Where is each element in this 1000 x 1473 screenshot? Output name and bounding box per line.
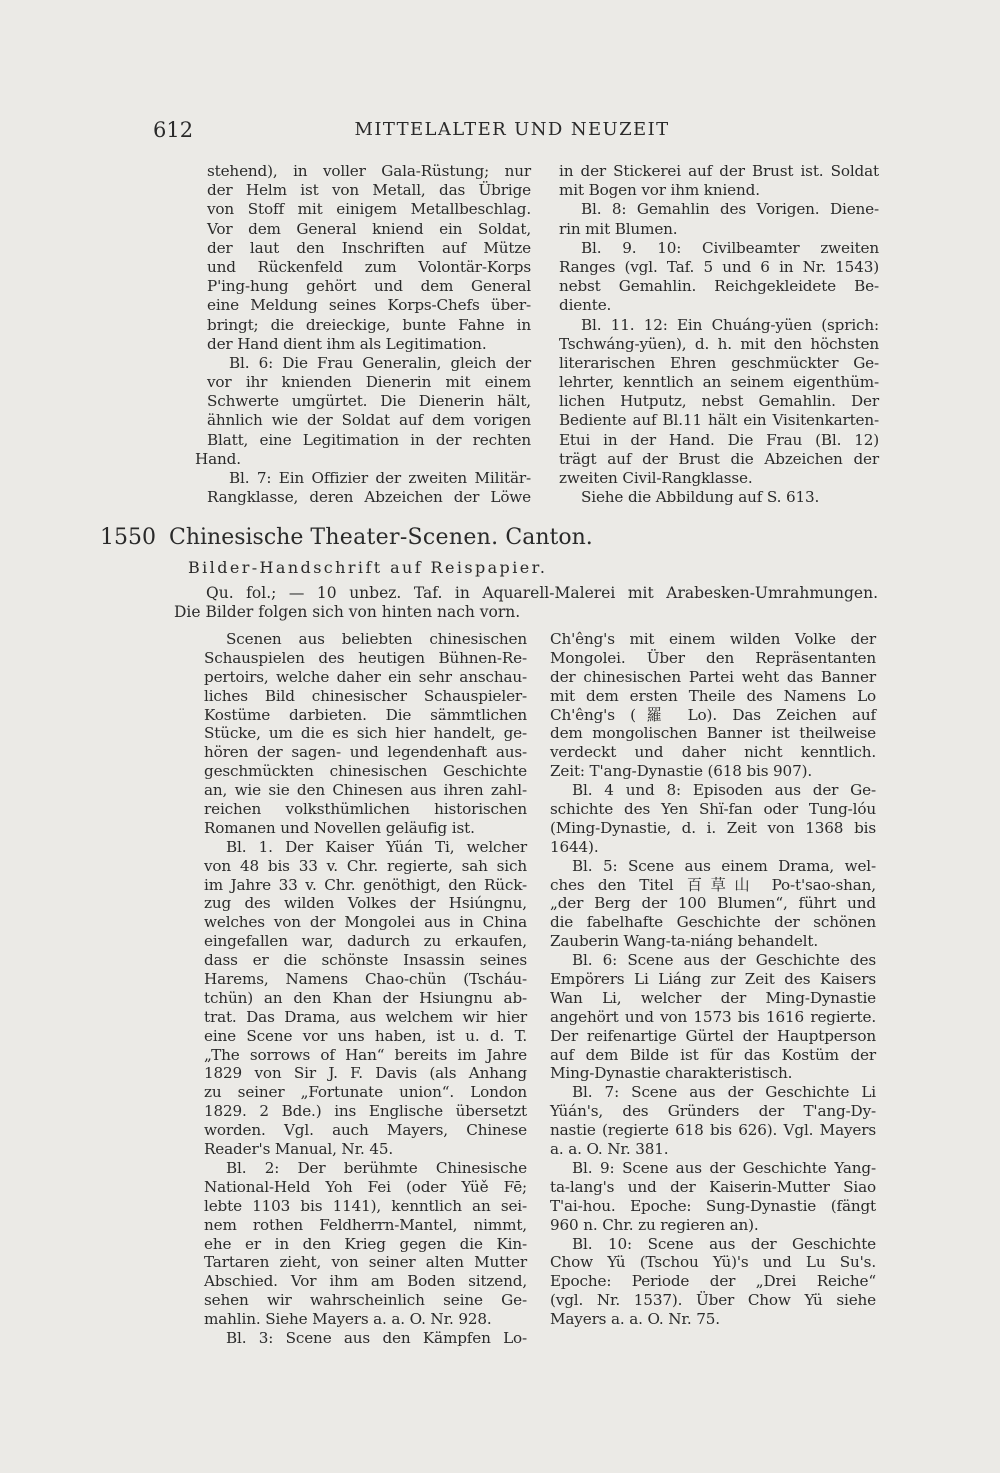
text-line: Ch'êng's (羅 Lo). Das Zeichen auf bbox=[550, 705, 876, 724]
text-line: Bl. 5: Scene aus einem Drama, wel- bbox=[572, 856, 876, 875]
text-line: zweiten Civil-Rangklasse. bbox=[559, 469, 753, 487]
entry-subtitle: Bilder-Handschrift auf Reispapier. bbox=[188, 558, 548, 577]
text-line: Bl. 3: Scene aus den Kämpfen Lo- bbox=[226, 1328, 527, 1347]
text-line: Vor dem General kniend ein Soldat, bbox=[207, 219, 531, 238]
text-line: der Helm ist von Metall, das Übrige bbox=[207, 181, 531, 200]
text-line: dem mongolischen Banner ist theilweise bbox=[550, 724, 876, 743]
text-line: Bl. 6: Scene aus der Geschichte des bbox=[572, 951, 876, 970]
text-line: dass er die schönste Insassin seines bbox=[204, 951, 527, 970]
text-line: Ranges (vgl. Taf. 5 und 6 in Nr. 1543) bbox=[559, 257, 879, 276]
text-line: diente. bbox=[559, 296, 612, 315]
text-line: 1829 von Sir J. F. Davis (als Anhang bbox=[204, 1064, 527, 1083]
text-line: auf dem Bilde ist für das Kostüm der bbox=[550, 1045, 876, 1064]
text-line: Schauspielen des heutigen Bühnen-Re- bbox=[204, 648, 527, 667]
text-line: stehend), in voller Gala-Rüstung; nur bbox=[207, 162, 531, 180]
text-line: an, wie sie den Chinesen aus ihren zahl- bbox=[204, 781, 527, 800]
text-line: nastie (regierte 618 bis 626). Vgl. Mayers bbox=[550, 1121, 876, 1140]
text-line: mit dem ersten Theile des Namens Lo bbox=[550, 686, 876, 705]
text-line: vor ihr knienden Dienerin mit einem bbox=[207, 373, 531, 392]
entry-title-start: Chinesische bbox=[169, 525, 304, 550]
text-line: Rangklasse, deren Abzeichen der Löwe bbox=[207, 488, 531, 507]
text-line: P'ing-hung gehört und dem General bbox=[207, 277, 531, 296]
text-line: Epoche: Periode der „Drei Reiche“ bbox=[550, 1272, 876, 1291]
text-line: nem rothen Feldherrn-Mantel, nimmt, bbox=[204, 1215, 527, 1234]
text-line: hören der sagen- und legendenhaft aus- bbox=[204, 743, 527, 762]
text-line: „der Berg der 100 Blumen“, führt und bbox=[550, 894, 876, 913]
text-line: im Jahre 33 v. Chr. genöthigt, den Rück- bbox=[204, 875, 527, 894]
text-line: tchün) an den Khan der Hsiungnu ab- bbox=[204, 988, 527, 1007]
text-line: bringt; die dreieckige, bunte Fahne in bbox=[207, 315, 531, 334]
text-line: Bl. 11. 12: Ein Chuáng-yüen (sprich: bbox=[581, 315, 879, 334]
text-line: worden. Vgl. auch Mayers, Chinese bbox=[204, 1121, 527, 1140]
entry-description bbox=[174, 584, 878, 622]
text-line: Bl. 7: Ein Offizier der zweiten Militär- bbox=[229, 469, 531, 487]
text-line: Zauberin Wang-ta-niáng behandelt. bbox=[550, 932, 818, 951]
text-line: sehen wir wahrscheinlich seine Ge- bbox=[204, 1291, 527, 1310]
text-line: Ch'êng's mit einem wilden Volke der bbox=[550, 630, 876, 648]
text-line: 960 n. Chr. zu regieren an). bbox=[550, 1215, 759, 1234]
text-line: und Rückenfeld zum Volontär-Korps bbox=[207, 257, 531, 276]
entry-number: 1550 bbox=[100, 525, 156, 550]
text-line: ches den Titel 百草山 Po-t'sao-shan, bbox=[550, 875, 876, 894]
text-line: literarischen Ehren geschmückter Ge- bbox=[559, 353, 879, 372]
text-line: lehrter, kenntlich an seinem eigenthüm- bbox=[559, 373, 879, 392]
text-line: Schwerte umgürtet. Die Dienerin hält, bbox=[207, 392, 531, 411]
text-line: Zeit: T'ang-Dynastie (618 bis 907). bbox=[550, 762, 813, 781]
entry-place: Canton. bbox=[505, 525, 593, 550]
text-line: eingefallen war, dadurch zu erkaufen, bbox=[204, 932, 527, 951]
text-line: ähnlich wie der Soldat auf dem vorigen bbox=[207, 411, 531, 430]
text-line: welches von der Mongolei aus in China bbox=[204, 913, 527, 932]
bottom-right-column bbox=[550, 630, 876, 1329]
running-title: MITTELALTER UND NEUZEIT bbox=[354, 119, 670, 140]
text-line: Bl. 6: Die Frau Generalin, gleich der bbox=[229, 353, 531, 372]
text-line: Kostüme darbieten. Die sämmtlichen bbox=[204, 705, 527, 724]
description-line: Qu. fol.; — 10 unbez. Taf. in Aquarell-Malerei mit Arabesken-Umrahmungen. bbox=[206, 584, 878, 602]
text-line: lichen Hutputz, nebst Gemahlin. Der bbox=[559, 392, 879, 411]
text-line: eine Meldung seines Korps-Chefs über- bbox=[207, 296, 531, 315]
text-line: ehe er in den Krieg gegen die Kin- bbox=[204, 1234, 527, 1253]
description-line: Die Bilder folgen sich von hinten nach vorn. bbox=[174, 603, 521, 621]
text-line: Abschied. Vor ihm am Boden sitzend, bbox=[204, 1272, 527, 1291]
text-line: lebte 1103 bis 1141), kenntlich an sei- bbox=[204, 1196, 527, 1215]
text-line: Tschwáng-yüen), d. h. mit den höchsten bbox=[559, 334, 879, 353]
text-line: eine Scene vor uns haben, ist u. d. T. bbox=[204, 1026, 527, 1045]
text-line: Bl. 8: Gemahlin des Vorigen. Diene- bbox=[581, 200, 879, 219]
text-line: Reader's Manual, Nr. 45. bbox=[204, 1140, 394, 1159]
text-line: verdeckt und daher nicht kenntlich. bbox=[550, 743, 876, 762]
text-line: rin mit Blumen. bbox=[559, 219, 678, 238]
text-line: Bl. 10: Scene aus der Geschichte bbox=[572, 1234, 876, 1253]
text-line: Chow Yü (Tschou Yü)'s und Lu Su's. bbox=[550, 1253, 876, 1272]
text-line: Blatt, eine Legitimation in der rechten bbox=[207, 430, 531, 449]
text-line: Bediente auf Bl.11 hält ein Visitenkarten- bbox=[559, 411, 879, 430]
text-line: Bl. 7: Scene aus der Geschichte Li bbox=[572, 1083, 876, 1102]
text-line: Wan Li, welcher der Ming-Dynastie bbox=[550, 988, 876, 1007]
text-line: schichte des Yen Shï-fan oder Tung-lóu bbox=[550, 800, 876, 819]
text-line: Scenen aus beliebten chinesischen bbox=[226, 630, 527, 648]
text-line: Bl. 1. Der Kaiser Yüán Ti, welcher bbox=[226, 837, 527, 856]
text-line: Empörers Li Liáng zur Zeit des Kaisers bbox=[550, 970, 876, 989]
text-line: Harems, Namens Chao-chün (Tscháu- bbox=[204, 970, 527, 989]
text-line: von 48 bis 33 v. Chr. regierte, sah sich bbox=[204, 856, 527, 875]
text-line: Mayers a. a. O. Nr. 75. bbox=[550, 1310, 720, 1329]
text-line: Hand. bbox=[195, 449, 241, 468]
entry-heading bbox=[100, 525, 593, 550]
text-line: ta-lang's und der Kaiserin-Mutter Siao bbox=[550, 1177, 876, 1196]
text-line: zug des wilden Volkes der Hsiúngnu, bbox=[204, 894, 527, 913]
top-right-column bbox=[559, 162, 879, 507]
entry-title-bold: Theater-Scenen. bbox=[310, 525, 499, 550]
text-line: liches Bild chinesischer Schauspieler- bbox=[204, 686, 527, 705]
text-line: (Ming-Dynastie, d. i. Zeit von 1368 bis bbox=[550, 818, 876, 837]
bottom-left-column bbox=[204, 630, 527, 1348]
text-line: nebst Gemahlin. Reichgekleidete Be- bbox=[559, 277, 879, 296]
text-line: „The sorrows of Han“ bereits im Jahre bbox=[204, 1045, 527, 1064]
text-line: der Hand dient ihm als Legitimation. bbox=[207, 334, 487, 353]
text-line: Yüán's, des Gründers der T'ang-Dy- bbox=[550, 1102, 876, 1121]
text-line: Stücke, um die es sich hier handelt, ge- bbox=[204, 724, 527, 743]
text-line: in der Stickerei auf der Brust ist. Soldat bbox=[559, 162, 879, 180]
text-line: die fabelhafte Geschichte der schönen bbox=[550, 913, 876, 932]
text-line: Tartaren zieht, von seiner alten Mutter bbox=[204, 1253, 527, 1272]
text-line: Etui in der Hand. Die Frau (Bl. 12) bbox=[559, 430, 879, 449]
text-line: angehört und von 1573 bis 1616 regierte. bbox=[550, 1007, 876, 1026]
text-line: Der reifenartige Gürtel der Hauptperson bbox=[550, 1026, 876, 1045]
text-line: von Stoff mit einigem Metallbeschlag. bbox=[207, 200, 531, 219]
text-line: geschmückten chinesischen Geschichte bbox=[204, 762, 527, 781]
text-line: der laut den Inschriften auf Mütze bbox=[207, 238, 531, 257]
text-line: 1829. 2 Bde.) ins Englische übersetzt bbox=[204, 1102, 527, 1121]
text-line: der chinesischen Partei weht das Banner bbox=[550, 667, 876, 686]
text-line: 1644). bbox=[550, 837, 599, 856]
text-line: a. a. O. Nr. 381. bbox=[550, 1140, 669, 1159]
text-line: trägt auf der Brust die Abzeichen der bbox=[559, 449, 879, 468]
text-line: Romanen und Novellen geläufig ist. bbox=[204, 818, 475, 837]
text-line: Bl. 9. 10: Civilbeamter zweiten bbox=[581, 238, 879, 257]
text-line: trat. Das Drama, aus welchem wir hier bbox=[204, 1007, 527, 1026]
text-line: T'ai-hou. Epoche: Sung-Dynastie (fängt bbox=[550, 1196, 876, 1215]
text-line: Bl. 2: Der berühmte Chinesische bbox=[226, 1158, 527, 1177]
text-line: Bl. 9: Scene aus der Geschichte Yang- bbox=[572, 1158, 876, 1177]
text-line: (vgl. Nr. 1537). Über Chow Yü siehe bbox=[550, 1291, 876, 1310]
text-line: mahlin. Siehe Mayers a. a. O. Nr. 928. bbox=[204, 1310, 492, 1329]
text-line: zu seiner „Fortunate union“. London bbox=[204, 1083, 527, 1102]
text-line: reichen volksthümlichen historischen bbox=[204, 800, 527, 819]
text-line: pertoirs, welche daher ein sehr anschau- bbox=[204, 667, 527, 686]
text-line: Siehe die Abbildung auf S. 613. bbox=[581, 488, 820, 507]
top-left-column bbox=[195, 162, 531, 507]
page-number: 612 bbox=[153, 118, 194, 142]
text-line: Ming-Dynastie charakteristisch. bbox=[550, 1064, 793, 1083]
text-line: Bl. 4 und 8: Episoden aus der Ge- bbox=[572, 781, 876, 800]
text-line: Mongolei. Über den Repräsentanten bbox=[550, 648, 876, 667]
text-line: mit Bogen vor ihm kniend. bbox=[559, 181, 760, 200]
text-line: National-Held Yoh Fei (oder Yüě Fē; bbox=[204, 1177, 527, 1196]
